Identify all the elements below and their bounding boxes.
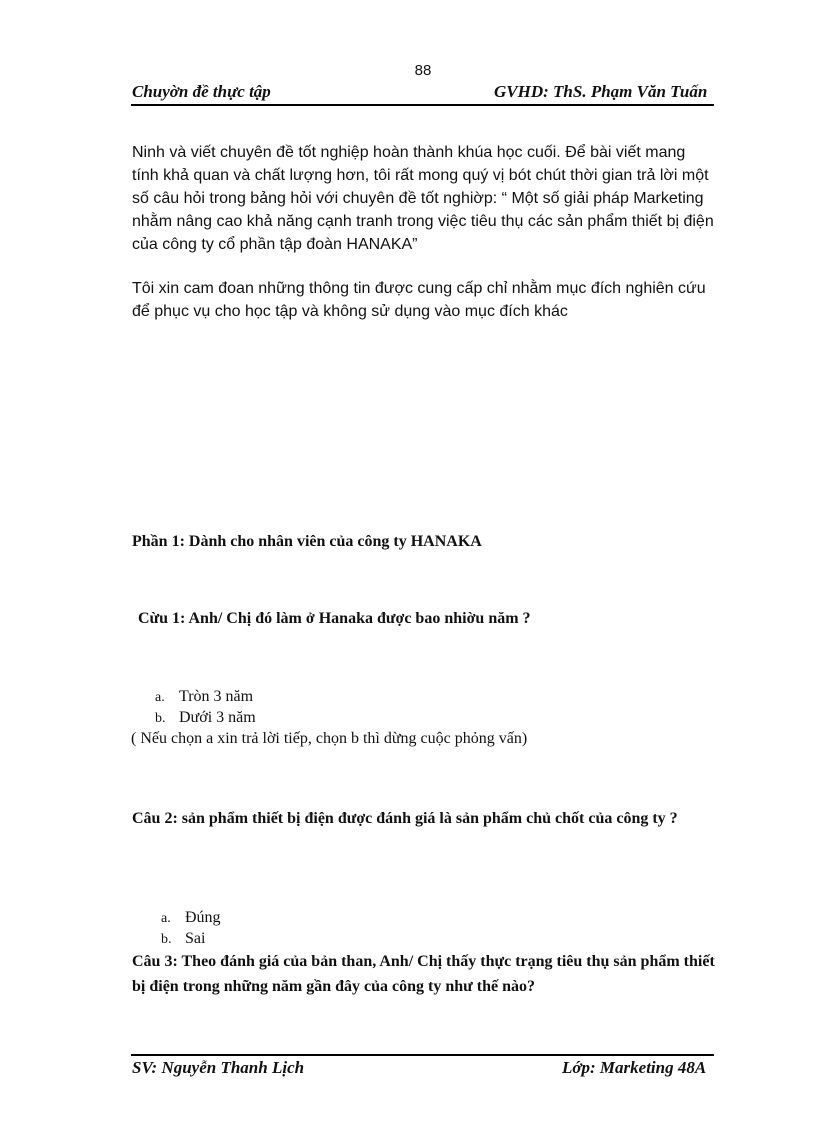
intro-paragraph-1: Ninh và viết chuyên đề tốt nghiệp hoàn thành khúa học cuối. Để bài viết mang tính khả quan và chất lượng hơn, tôi rất mong quý vị bót chút thời gian trả lời một số câu hỏi trong bảng hỏi với chuyên đề tốt nghiờp: “ Một số giải pháp Marketing nhằm nâng cao khả năng cạnh tranh trong việc tiêu thụ các sản phẩm thiết bị điện của công ty cổ phần tập đoàn HANAKA” — [132, 144, 714, 253]
header-right-advisor: GVHD: ThS. Phạm Văn Tuấn — [494, 82, 708, 101]
question-1-text: Cừu 1: Anh/ Chị đó làm ở Hanaka được bao nhiờu năm ? — [138, 610, 531, 627]
question-2-option-a — [161, 909, 221, 927]
question-1-option-a — [155, 688, 253, 706]
header-left-title: Chuyờn đề thực tập — [132, 82, 271, 101]
header-rule — [131, 104, 714, 106]
footer-class-name: Lớp: Marketing 48A — [562, 1058, 707, 1077]
question-1-note: ( Nếu chọn a xin trả lời tiếp, chọn b thì dừng cuộc phỏng vấn) — [131, 730, 528, 747]
page-number: 88 — [414, 62, 432, 79]
section-1-title: Phần 1: Dành cho nhân viên của công ty HANAKA — [132, 533, 482, 550]
option-label: Đúng — [185, 909, 221, 926]
footer-rule — [131, 1054, 714, 1056]
option-label: Dưới 3 năm — [179, 709, 256, 726]
option-marker: b. — [161, 932, 172, 947]
question-2-option-b — [161, 930, 205, 948]
footer-student-name: SV: Nguyễn Thanh Lịch — [132, 1058, 305, 1077]
intro-paragraph-2: Tôi xin cam đoan những thông tin được cung cấp chỉ nhằm mục đích nghiên cứu để phục vụ cho học tập và không sử dụng vào mục đích khác — [132, 280, 706, 320]
question-3-text: Câu 3: Theo đánh giá của bản than, Anh/ Chị thấy thực trạng tiêu thụ sản phẩm thiết bị điện trong những năm gần đây của công ty như thế nào? — [132, 953, 715, 995]
question-1-option-b — [155, 709, 256, 727]
option-marker: a. — [161, 911, 171, 926]
option-label: Tròn 3 năm — [179, 688, 254, 705]
question-2-text: Câu 2: sản phẩm thiết bị điện được đánh giá là sản phẩm chủ chốt của công ty ? — [132, 810, 678, 827]
option-marker: b. — [155, 711, 166, 726]
option-label: Sai — [185, 930, 206, 947]
option-marker: a. — [155, 690, 165, 705]
